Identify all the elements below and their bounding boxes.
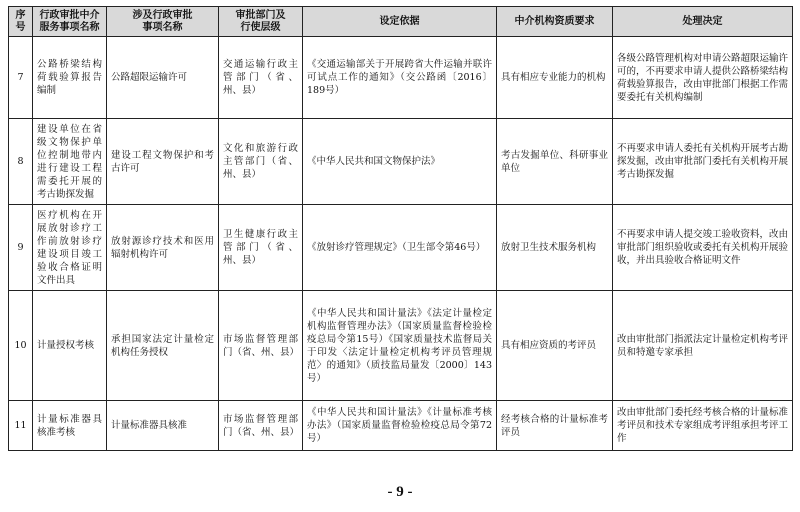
cell-basis: 《中华人民共和国文物保护法》 xyxy=(303,119,497,205)
cell-service: 建设单位在省级文物保护单位控制地带内进行建设工程需委托开展的考古勘探发掘 xyxy=(33,119,107,205)
cell-dept: 市场监督管理部门（省、州、县） xyxy=(219,291,303,401)
table-row xyxy=(9,205,793,291)
cell-qualification: 放射卫生技术服务机构 xyxy=(497,205,613,291)
header-label: 序 号 xyxy=(15,9,26,33)
page-number: - 9 - xyxy=(387,484,413,500)
header-label: 设定依据 xyxy=(379,15,420,27)
cell-qualification: 具有相应专业能力的机构 xyxy=(497,37,613,119)
cell-no: 10 xyxy=(9,291,33,401)
cell-no: 7 xyxy=(9,37,33,119)
cell-decision: 不再要求申请人委托有关机构开展考古勘探发掘，改由审批部门委托有关机构开展考古勘探发掘 xyxy=(613,119,793,205)
cell-dept: 卫生健康行政主管部门（省、州、县） xyxy=(219,205,303,291)
header-cell-qualification xyxy=(497,7,613,37)
approval-table xyxy=(8,6,793,451)
cell-dept: 市场监督管理部门（省、州、县） xyxy=(219,401,303,451)
table-row xyxy=(9,119,793,205)
header-cell-service xyxy=(33,7,107,37)
cell-qualification: 具有相应资质的考评员 xyxy=(497,291,613,401)
header-label: 涉及行政审批 事项名称 xyxy=(132,9,193,33)
header-row xyxy=(9,7,793,37)
cell-service: 医疗机构在开展放射诊疗工作前放射诊疗建设项目竣工验收合格证明文件出具 xyxy=(33,205,107,291)
cell-approval: 公路超限运输许可 xyxy=(107,37,219,119)
cell-decision: 改由审批部门指派法定计量检定机构考评员和特邀专家承担 xyxy=(613,291,793,401)
cell-service: 公路桥梁结构荷载验算报告编制 xyxy=(33,37,107,119)
table-row xyxy=(9,401,793,451)
cell-no: 8 xyxy=(9,119,33,205)
cell-basis: 《中华人民共和国计量法》《法定计量检定机构监督管理办法》（国家质量监督检验检疫总局令第15号）《国家质量技术监督局关于印发〈法定计量检定机构考评员管理规范〉的通知》（质技监局量发〔2000〕143号） xyxy=(303,291,497,401)
cell-decision: 不再要求申请人提交竣工验收资料，改由审批部门组织验收或委托有关机构开展验收，并出具验收合格证明文件 xyxy=(613,205,793,291)
cell-approval: 承担国家法定计量检定机构任务授权 xyxy=(107,291,219,401)
cell-dept: 文化和旅游行政主管部门（省、州、县） xyxy=(219,119,303,205)
cell-no: 9 xyxy=(9,205,33,291)
header-cell-decision xyxy=(613,7,793,37)
cell-decision: 各级公路管理机构对申请公路超限运输许可的，不再要求申请人提供公路桥梁结构荷载验算报告，改由审批部门根据工作需要委托有关机构编制 xyxy=(613,37,793,119)
cell-basis: 《交通运输部关于开展跨省大件运输并联许可试点工作的通知》（交公路函〔2016〕189号） xyxy=(303,37,497,119)
header-cell-basis xyxy=(303,7,497,37)
cell-approval: 计量标准器具核准 xyxy=(107,401,219,451)
table-row xyxy=(9,291,793,401)
cell-approval: 建设工程文物保护和考古许可 xyxy=(107,119,219,205)
table-row xyxy=(9,37,793,119)
cell-qualification: 经考核合格的计量标准考评员 xyxy=(497,401,613,451)
cell-basis: 《中华人民共和国计量法》《计量标准考核办法》（国家质量监督检验检疫总局令第72号） xyxy=(303,401,497,451)
cell-basis: 《放射诊疗管理规定》（卫生部令第46号） xyxy=(303,205,497,291)
header-cell-no xyxy=(9,7,33,37)
cell-qualification: 考古发掘单位、科研事业单位 xyxy=(497,119,613,205)
cell-dept: 交通运输行政主管部门（省、州、县） xyxy=(219,37,303,119)
cell-no: 11 xyxy=(9,401,33,451)
cell-approval: 放射源诊疗技术和医用辐射机构许可 xyxy=(107,205,219,291)
header-label: 处理决定 xyxy=(682,15,723,27)
header-label: 行政审批中介 服务事项名称 xyxy=(39,9,100,33)
cell-decision: 改由审批部门委托经考核合格的计量标准考评员和技术专家组成考评组承担考评工作 xyxy=(613,401,793,451)
cell-service: 计量授权考核 xyxy=(33,291,107,401)
header-cell-dept xyxy=(219,7,303,37)
header-label: 中介机构资质要求 xyxy=(514,15,595,27)
header-cell-approval xyxy=(107,7,219,37)
header-label: 审批部门及 行使层级 xyxy=(235,9,286,33)
cell-service: 计量标准器具核准考核 xyxy=(33,401,107,451)
